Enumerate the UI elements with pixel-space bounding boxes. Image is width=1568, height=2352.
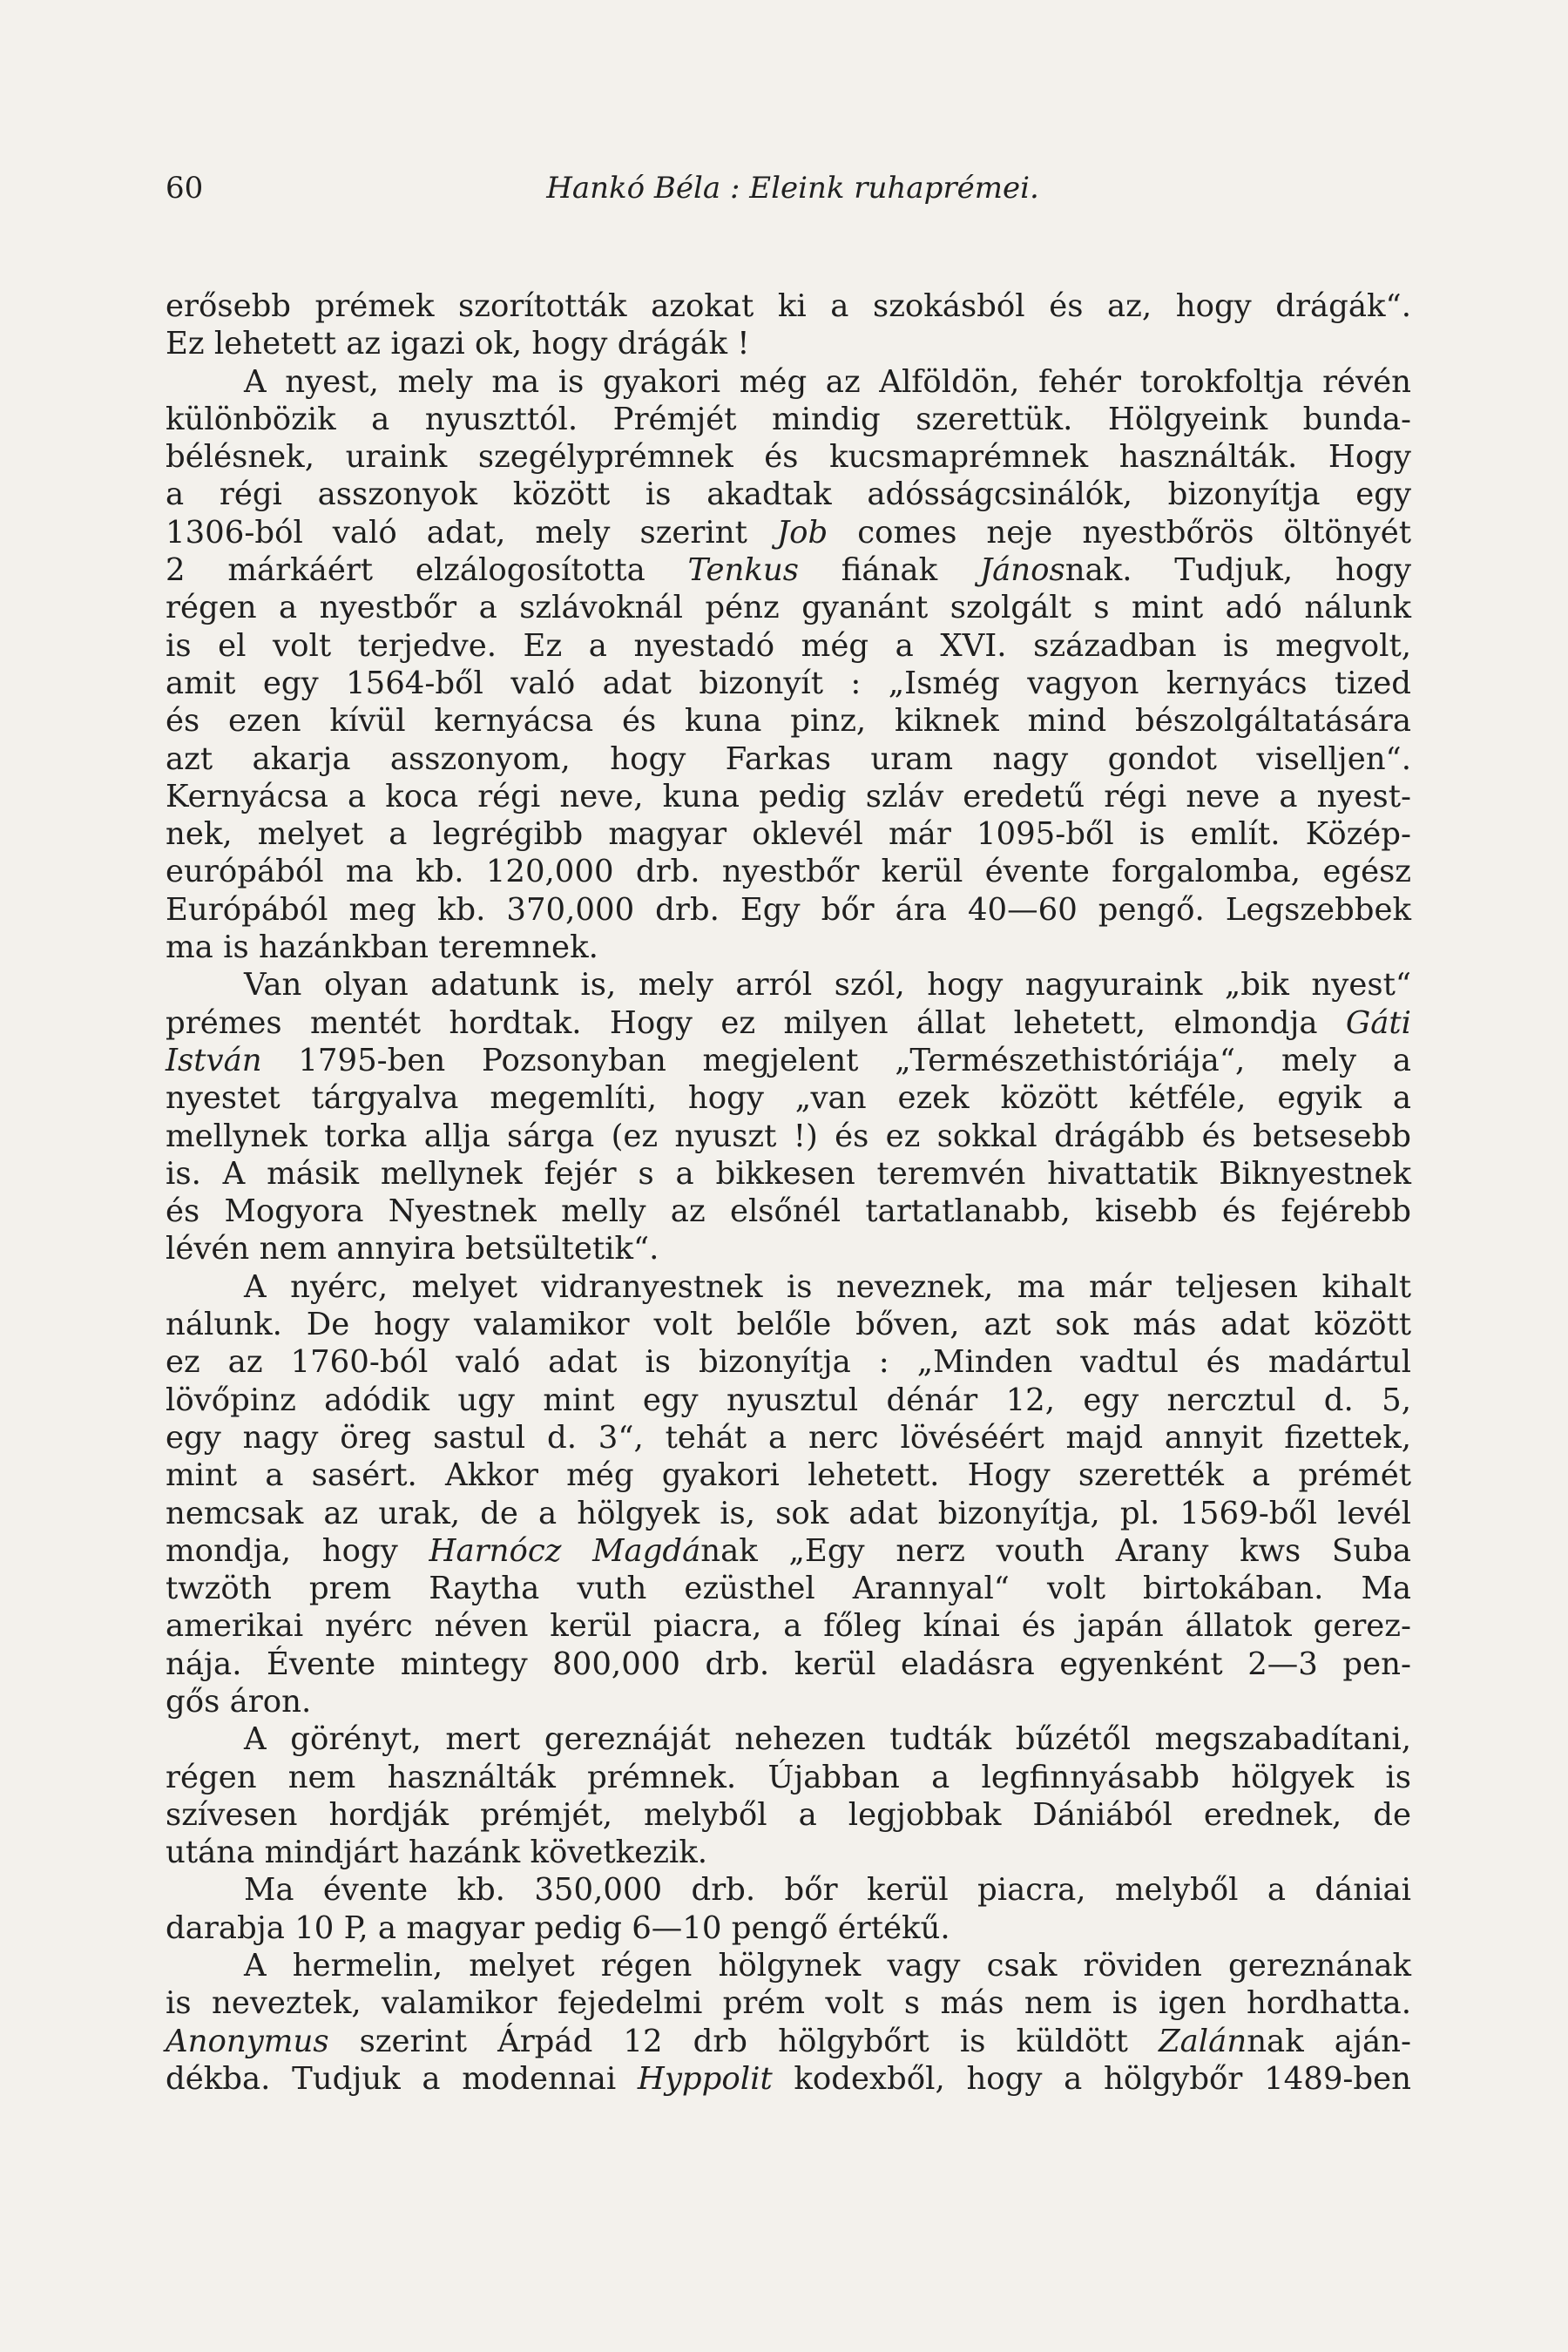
text-line: A nyérc, melyet vidranyestnek is neveznek, ma már teljesen kihalt	[244, 1268, 1411, 1305]
text-line: is. A másik mellynek fejér s a bikkesen teremvén hivattatik Biknyestnek	[166, 1155, 1411, 1192]
text-line: nája. Évente mintegy 800,000 drb. kerül eladásra egyenként 2—3 pen-	[166, 1646, 1411, 1682]
text-line: dékba. Tudjuk a modennai Hyppolit kodexből, hogy a hölgybőr 1489-ben	[166, 2060, 1411, 2097]
text-line: Európából meg kb. 370,000 drb. Egy bőr ára 40—60 pengő. Legszebbek	[166, 891, 1411, 928]
text-line: nek, melyet a legrégibb magyar oklevél már 1095-ből is említ. Közép-	[166, 816, 1411, 853]
text-line: egy nagy öreg sastul d. 3“, tehát a nerc lövéséért majd annyit fizettek,	[166, 1419, 1411, 1456]
text-line: nyestet tárgyalva megemlíti, hogy „van ezek között kétféle, egyik a	[166, 1080, 1411, 1117]
text-line: utána mindjárt hazánk következik.	[166, 1835, 708, 1871]
text-line: is neveztek, valamikor fejedelmi prém volt s más nem is igen hordhatta.	[166, 1985, 1411, 2022]
text-line: prémes mentét hordtak. Hogy ez milyen állat lehetett, elmondja Gáti	[166, 1004, 1411, 1041]
text-line: A nyest, mely ma is gyakori még az Alföldön, fehér torokfoltja révén	[244, 363, 1411, 400]
text-line: ma is hazánkban teremnek.	[166, 929, 598, 966]
text-line: és Mogyora Nyestnek melly az elsőnél tartatlanabb, kisebb és fejérebb	[166, 1193, 1411, 1230]
page-number: 60	[166, 171, 204, 206]
text-line: Ma évente kb. 350,000 drb. bőr kerül piacra, melyből a dániai	[244, 1872, 1411, 1909]
text-line: a régi asszonyok között is akadtak adósságcsinálók, bizonyítja egy	[166, 476, 1411, 513]
text-line: régen a nyestbőr a szlávoknál pénz gyanánt szolgált s mint adó nálunk	[166, 590, 1411, 626]
text-line: régen nem használták prémnek. Újabban a legfinnyásabb hölgyek is	[166, 1759, 1411, 1795]
text-line: bélésnek, uraink szegélyprémnek és kucsmaprémnek használták. Hogy	[166, 439, 1411, 476]
text-line: különbözik a nyuszttól. Prémjét mindig szerettük. Hölgyeink bunda-	[166, 401, 1411, 437]
text-line: amerikai nyérc néven kerül piacra, a főleg kínai és japán állatok gerez-	[166, 1608, 1411, 1645]
text-line: Ez lehetett az igazi ok, hogy drágák !	[166, 326, 750, 362]
text-line: és ezen kívül kernyácsa és kuna pinz, kiknek mind bészolgáltatására	[166, 703, 1411, 740]
text-line: lövőpinz adódik ugy mint egy nyusztul dénár 12, egy nercztul d. 5,	[166, 1382, 1411, 1418]
text-line: erősebb prémek szorították azokat ki a szokásból és az, hogy drágák“.	[166, 288, 1411, 324]
page-header	[166, 171, 1420, 214]
text-line: amit egy 1564-ből való adat bizonyít : „Ismég vagyon kernyács tized	[166, 665, 1411, 701]
text-line: gős áron.	[166, 1683, 312, 1720]
text-line: mellynek torka allja sárga (ez nyuszt !) és ez sokkal drágább és betsesebb	[166, 1118, 1411, 1154]
text-line: twzöth prem Raytha vuth ezüsthel Arannyal“ volt birtokában. Ma	[166, 1571, 1411, 1607]
text-line: európából ma kb. 120,000 drb. nyestbőr kerül évente forgalomba, egész	[166, 854, 1411, 890]
text-line: ez az 1760-ból való adat is bizonyítja : „Minden vadtul és madártul	[166, 1344, 1411, 1381]
text-line: mint a sasért. Akkor még gyakori lehetett. Hogy szerették a prémét	[166, 1457, 1411, 1494]
running-title: Hankó Béla : Eleink ruhaprémei.	[546, 171, 1039, 206]
text-line: is el volt terjedve. Ez a nyestadó még a XVI. században is megvolt,	[166, 627, 1411, 664]
text-line: darabja 10 P, a magyar pedig 6—10 pengő értékű.	[166, 1909, 950, 1946]
text-line: azt akarja asszonyom, hogy Farkas uram nagy gondot viselljen“.	[166, 740, 1411, 777]
text-line: 2 márkáért elzálogosította Tenkus fiának Jánosnak. Tudjuk, hogy	[166, 552, 1411, 589]
text-line: 1306-ból való adat, mely szerint Job comes neje nyestbőrös öltönyét	[166, 514, 1411, 551]
text-line: Anonymus szerint Árpád 12 drb hölgybőrt is küldött Zalánnak aján-	[166, 2023, 1411, 2059]
text-line: nemcsak az urak, de a hölgyek is, sok adat bizonyítja, pl. 1569-ből levél	[166, 1495, 1411, 1531]
text-line: István 1795-ben Pozsonyban megjelent „Természethistóriája“, mely a	[166, 1042, 1411, 1078]
text-line: Kernyácsa a koca régi neve, kuna pedig szláv eredetű régi neve a nyest-	[166, 778, 1411, 814]
text-line: mondja, hogy Harnócz Magdának „Egy nerz vouth Arany kws Suba	[166, 1532, 1412, 1569]
text-line: A hermelin, melyet régen hölgynek vagy csak röviden gereznának	[244, 1948, 1411, 1984]
text-line: szívesen hordják prémjét, melyből a legjobbak Dániából erednek, de	[166, 1796, 1411, 1833]
body-text	[166, 287, 1411, 2098]
text-line: nálunk. De hogy valamikor volt belőle bőven, azt sok más adat között	[166, 1307, 1411, 1343]
text-line: Van olyan adatunk is, mely arról szól, hogy nagyuraink „bik nyest“	[244, 967, 1411, 1004]
text-line: lévén nem annyira betsültetik“.	[166, 1231, 659, 1267]
text-line: A görényt, mert gereznáját nehezen tudták bűzétől megszabadítani,	[244, 1721, 1411, 1758]
